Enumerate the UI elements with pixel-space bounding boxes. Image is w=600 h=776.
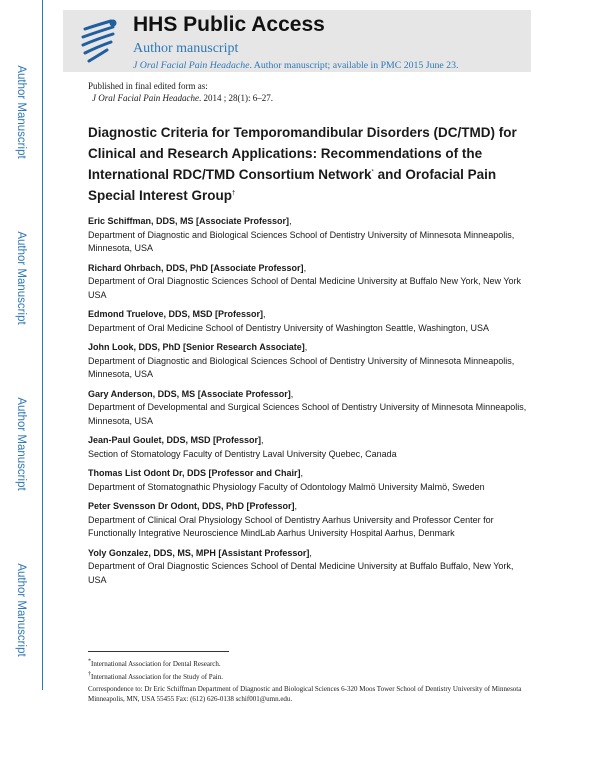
citation: [88, 92, 273, 104]
footnote-divider: [88, 651, 229, 652]
author-list: [88, 215, 528, 593]
author-name: John Look, DDS, PhD [Senior Research Associate]: [88, 342, 305, 352]
citation-journal: J Oral Facial Pain Headache: [92, 93, 199, 103]
publication-info: [88, 80, 273, 104]
journal-name: J Oral Facial Pain Headache: [133, 60, 250, 71]
author-affiliation: Department of Clinical Oral Physiology School of Dentistry Aarhus University and Professor Center for Functionally Integrative Neuroscience MindLab Aarhus University Hospital Aarhus, Denmark: [88, 514, 494, 538]
author-name: Thomas List Odont Dr, DDS [Professor and Chair]: [88, 468, 301, 478]
author-entry: Edmond Truelove, DDS, MSD [Professor], Department of Oral Medicine School of Dentistry University of Washington Seattle, Washington, USA: [88, 309, 490, 333]
author-name: Edmond Truelove, DDS, MSD [Professor]: [88, 309, 264, 319]
hhs-header: [63, 10, 531, 72]
author-affiliation: Section of Stomatology Faculty of Dentistry Laval University Quebec, Canada: [88, 448, 397, 459]
author-affiliation: Department of Diagnostic and Biological Sciences School of Dentistry University of Minnesota Minneapolis, Minnesota, USA: [88, 229, 515, 253]
author-affiliation: Department of Stomatognathic Physiology Faculty of Odontology Malmö University Malmö, Sweden: [88, 481, 485, 492]
sidebar-label: Author Manuscript: [15, 563, 27, 657]
correspondence-note: [88, 685, 538, 704]
footnote: [88, 660, 538, 670]
footnote-text: Correspondence to: Dr Eric Schiffman Department of Diagnostic and Biological Sciences 6-320 Moos Tower School of Dentistry University of Minnesota Minneapolis, MN, USA 55455 Fax: (612) 626-0138 schif001@umn.edu.: [88, 685, 522, 703]
author-name: Jean-Paul Goulet, DDS, MSD [Professor]: [88, 435, 262, 445]
journal-availability: [133, 60, 458, 71]
sidebar-label: Author Manuscript: [15, 65, 27, 159]
footnote-mark: †: [88, 671, 91, 678]
footnote: [88, 673, 538, 683]
author-entry: Yoly Gonzalez, DDS, MS, MPH [Assistant Professor], Department of Oral Diagnostic Sciences School of Dental Medicine University at Buffalo Buffalo, New York, USA: [88, 547, 514, 585]
footnote-mark: †: [232, 190, 236, 197]
availability-text: . Author manuscript; available in PMC 2015 June 23.: [249, 60, 459, 71]
author-name: Peter Svensson Dr Odont, DDS, PhD [Professor]: [88, 501, 295, 511]
sidebar-label: Author Manuscript: [15, 231, 27, 325]
author-name: Richard Ohrbach, DDS, PhD [Associate Professor]: [88, 262, 304, 273]
sidebar-label: Author Manuscript: [15, 397, 27, 491]
author-name: Yoly Gonzalez, DDS, MS, MPH [Assistant Professor]: [88, 547, 310, 558]
author-name: Eric Schiffman, DDS, MS [Associate Professor]: [88, 216, 290, 226]
author-affiliation: Department of Oral Diagnostic Sciences School of Dental Medicine University at Buffalo Buffalo, New York, USA: [88, 561, 514, 585]
author-affiliation: Department of Oral Diagnostic Sciences School of Dental Medicine University at Buffalo New York, New York USA: [88, 276, 522, 300]
author-affiliation: Department of Developmental and Surgical Sciences School of Dentistry University of Minnesota Minneapolis, Minnesota, USA: [88, 402, 527, 426]
hhs-eagle-icon: [77, 17, 121, 67]
footnotes: [88, 660, 538, 707]
article-title-main: Diagnostic Criteria for Temporomandibular Disorders (DC/TMD) for Clinical and Research Applications: Recommendations of the International RDC/TMD Consortium Network: [88, 125, 517, 182]
citation-details: . 2014 ; 28(1): 6–27.: [198, 93, 273, 103]
footnote-mark: *: [371, 169, 374, 176]
author-entry: Gary Anderson, DDS, MS [Associate Professor], Department of Developmental and Surgical Sciences School of Dentistry University of Minnesota Minneapolis, Minnesota, USA: [88, 388, 527, 426]
author-entry: Thomas List Odont Dr, DDS [Professor and Chair], Department of Stomatognathic Physiology Faculty of Odontology Malmö University Malmö, Sweden: [88, 468, 485, 492]
article-title-middle: and Orofacial Pain Special Interest Group: [88, 167, 497, 203]
author-manuscript-sidebar: [0, 0, 43, 690]
author-entry: Jean-Paul Goulet, DDS, MSD [Professor], Section of Stomatology Faculty of Dentistry Laval University Quebec, Canada: [88, 435, 397, 459]
author-entry: Richard Ohrbach, DDS, PhD [Associate Professor], Department of Oral Diagnostic Sciences School of Dental Medicine University at Buffalo New York, New York USA: [88, 262, 522, 300]
author-affiliation: Department of Diagnostic and Biological Sciences School of Dentistry University of Minnesota Minneapolis, Minnesota, USA: [88, 355, 515, 379]
author-entry: Eric Schiffman, DDS, MS [Associate Professor], Department of Diagnostic and Biological Sciences School of Dentistry University of Minnesota Minneapolis, Minnesota, USA: [88, 216, 515, 253]
footnote-mark: *: [88, 658, 91, 665]
published-label: Published in final edited form as:: [88, 81, 208, 91]
article-title: [88, 122, 528, 206]
hhs-title: HHS Public Access: [133, 13, 325, 36]
author-entry: John Look, DDS, PhD [Senior Research Associate], Department of Diagnostic and Biological Sciences School of Dentistry University of Minnesota Minneapolis, Minnesota, USA: [88, 342, 515, 379]
author-affiliation: Department of Oral Medicine School of Dentistry University of Washington Seattle, Washington, USA: [88, 322, 490, 333]
footnote-text: International Association for Dental Research.: [91, 660, 221, 668]
author-entry: Peter Svensson Dr Odont, DDS, PhD [Professor], Department of Clinical Oral Physiology School of Dentistry Aarhus University and Professor Center for Functionally Integrative Neuroscience MindLab Aarhus University Hospital Aarhus, Denmark: [88, 501, 494, 538]
author-name: Gary Anderson, DDS, MS [Associate Professor]: [88, 388, 291, 399]
author-manuscript-label: Author manuscript: [133, 41, 239, 56]
footnote-text: International Association for the Study of Pain.: [91, 672, 224, 681]
